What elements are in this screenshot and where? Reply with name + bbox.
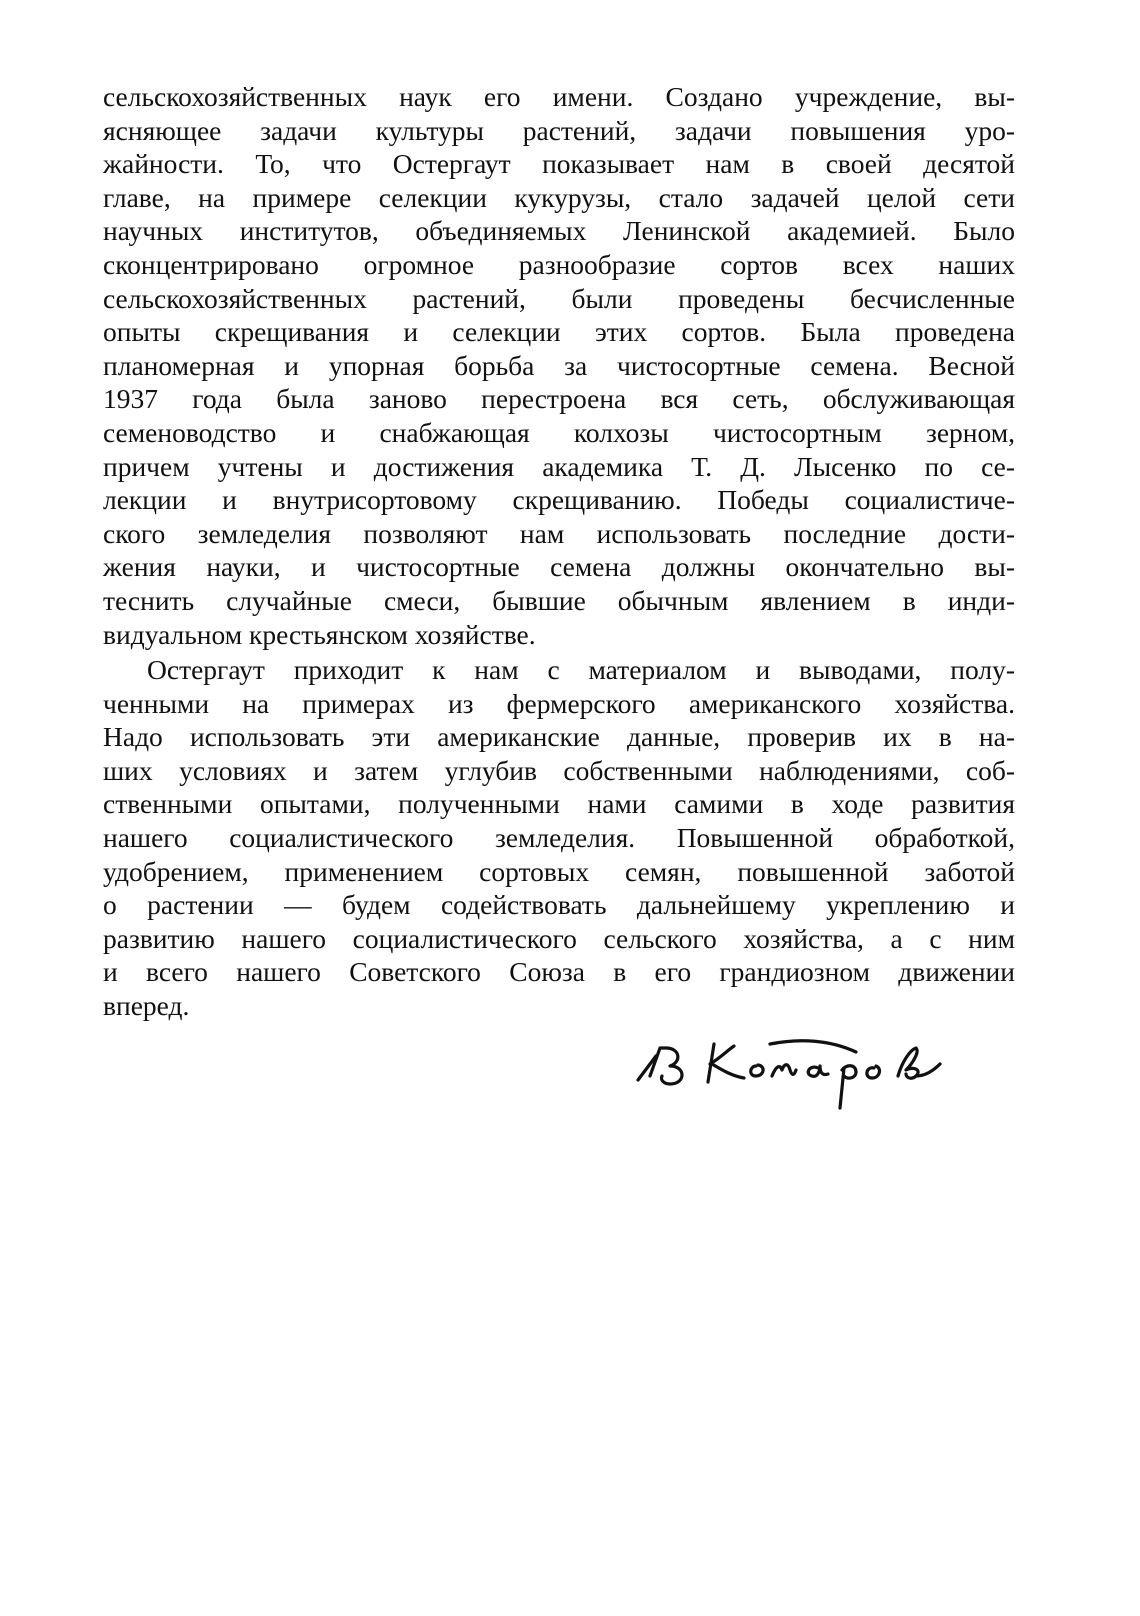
text-line: ших условиях и затем углубив собственными наблюдениями, соб- [103,754,1015,786]
paragraph-2 [103,653,1015,1023]
text-line: Надо использовать эти американские данные, проверив их в на- [103,721,1015,753]
text-line: вперед. [103,990,190,1022]
text-line: опыты скрещивания и селекции этих сортов. Была проведена [103,316,1015,348]
text-line: сельскохозяйственных растений, были проведены бесчисленные [103,282,1015,314]
text-line: видуальном крестьянском хозяйстве. [103,618,536,650]
text-line: ченными на примерах из фермерского американского хозяйства. [103,687,1015,719]
text-line: семеноводство и снабжающая колхозы чистосортным зерном, [103,416,1015,448]
text-line: главе, на примере селекции кукурузы, стало задачей целой сети [103,181,1015,213]
text-line: жения науки, и чистосортные семена должны окончательно вы- [103,551,1015,583]
text-line: сельскохозяйственных наук его имени. Создано учреждение, вы- [103,81,1015,112]
signature-image [630,1018,990,1118]
text-line: 1937 года была заново перестроена вся сеть, обслуживающая [103,383,1015,415]
text-line: Остергаут приходит к нам с материалом и выводами, полу- [147,654,1015,686]
text-line: научных институтов, объединяемых Ленинской академией. Было [103,215,1015,247]
text-line: нашего социалистического земледелия. Повышенной обработкой, [103,822,1015,854]
text-line: причем учтены и достижения академика Т. Д. Лысенко по се- [103,450,1015,482]
text-line: теснить случайные смеси, бывшие обычным явлением в инди- [103,584,1015,616]
text-line: ственными опытами, полученными нами самими в ходе развития [103,788,1015,820]
text-line: и всего нашего Советского Союза в его грандиозном движении [103,956,1015,988]
text-line: планомерная и упорная борьба за чистосортные семена. Весной [103,349,1015,381]
text-line: лекции и внутрисортовому скрещиванию. Победы социалистиче- [103,484,1015,516]
text-line: ясняющее задачи культуры растений, задачи повышения уро- [103,114,1015,146]
paragraph-1 [103,80,1015,651]
text-line: ского земледелия позволяют нам использовать последние дости- [103,517,1015,549]
text-line: жайности. То, что Остергаут показывает нам в своей десятой [103,148,1015,180]
text-line: развитию нашего социалистического сельского хозяйства, а с ним [103,922,1015,954]
text-line: сконцентрировано огромное разнообразие сортов всех наших [103,248,1015,280]
body-text [103,80,1015,1023]
text-line: удобрением, применением сортовых семян, повышенной заботой [103,855,1015,887]
text-line: о растении — будем содействовать дальнейшему укреплению и [103,889,1015,921]
